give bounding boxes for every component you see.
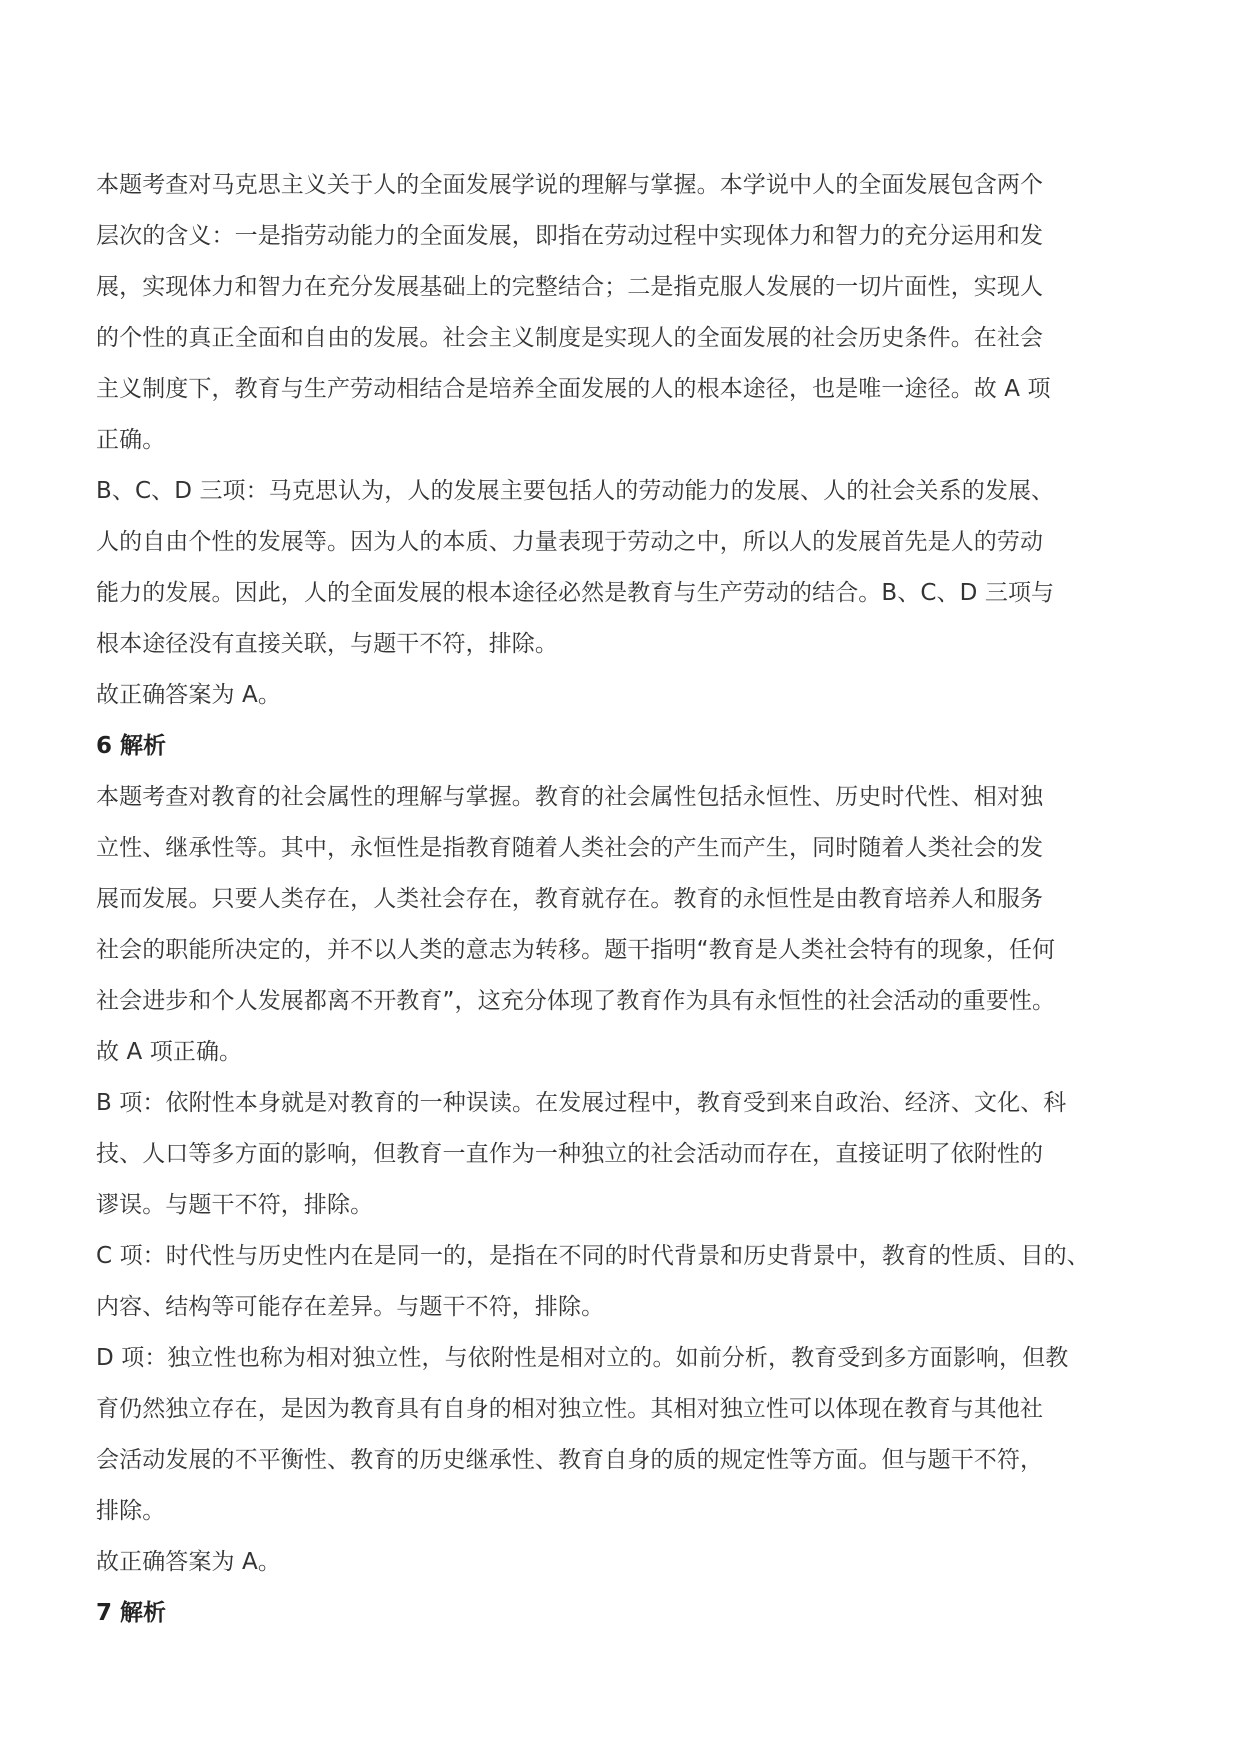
paragraph-line: B 项：依附性本身就是对教育的一种误读。在发展过程中，教育受到来自政治、经济、文化、科: [96, 1090, 1067, 1116]
paragraph-line: 排除。: [96, 1498, 166, 1524]
paragraph-line: 本题考查对马克思主义关于人的全面发展学说的理解与掌握。本学说中人的全面发展包含两个: [96, 172, 1044, 198]
paragraph-line: 人的自由个性的发展等。因为人的本质、力量表现于劳动之中，所以人的发展首先是人的劳动: [96, 529, 1044, 555]
paragraph-line: 展而发展。只要人类存在，人类社会存在，教育就存在。教育的永恒性是由教育培养人和服务: [96, 886, 1044, 912]
paragraph-line: 根本途径没有直接关联，与题干不符，排除。: [96, 631, 558, 657]
section-heading-7: 7 解析: [96, 1600, 167, 1626]
paragraph-line: 本题考查对教育的社会属性的理解与掌握。教育的社会属性包括永恒性、历史时代性、相对独: [96, 784, 1044, 810]
section-heading-6: 6 解析: [96, 733, 167, 759]
paragraph-line: 育仍然独立存在，是因为教育具有自身的相对独立性。其相对独立性可以体现在教育与其他社: [96, 1396, 1044, 1422]
paragraph-line: 社会的职能所决定的，并不以人类的意志为转移。题干指明“教育是人类社会特有的现象，任何: [96, 937, 1056, 963]
document-content: [96, 160, 1156, 1639]
paragraph-line: 立性、继承性等。其中，永恒性是指教育随着人类社会的产生而产生，同时随着人类社会的发: [96, 835, 1044, 861]
explanation-6-body: [96, 772, 1156, 1588]
paragraph-line: 技、人口等多方面的影响，但教育一直作为一种独立的社会活动而存在，直接证明了依附性的: [96, 1141, 1044, 1167]
paragraph-line: 内容、结构等可能存在差异。与题干不符，排除。: [96, 1294, 605, 1320]
paragraph-line: B、C、D 三项：马克思认为，人的发展主要包括人的劳动能力的发展、人的社会关系的发展、: [96, 478, 1055, 504]
paragraph-line: 能力的发展。因此，人的全面发展的根本途径必然是教育与生产劳动的结合。B、C、D 三项与: [96, 580, 1055, 606]
paragraph-line: C 项：时代性与历史性内在是同一的，是指在不同的时代背景和历史背景中，教育的性质、目的、: [96, 1243, 1090, 1269]
paragraph-line: 的个性的真正全面和自由的发展。社会主义制度是实现人的全面发展的社会历史条件。在社会: [96, 325, 1044, 351]
explanation-5-body: [96, 160, 1156, 721]
answer-line: 故正确答案为 A。: [96, 1549, 281, 1575]
paragraph-line: 社会进步和个人发展都离不开教育”，这充分体现了教育作为具有永恒性的社会活动的重要性。: [96, 988, 1056, 1014]
paragraph-line: 展，实现体力和智力在充分发展基础上的完整结合；二是指克服人发展的一切片面性，实现人: [96, 274, 1044, 300]
paragraph-line: 会活动发展的不平衡性、教育的历史继承性、教育自身的质的规定性等方面。但与题干不符，: [96, 1447, 1044, 1473]
answer-line: 故正确答案为 A。: [96, 682, 281, 708]
paragraph-line: 主义制度下，教育与生产劳动相结合是培养全面发展的人的根本途径，也是唯一途径。故 A 项: [96, 376, 1051, 402]
paragraph-line: D 项：独立性也称为相对独立性，与依附性是相对立的。如前分析，教育受到多方面影响，但教: [96, 1345, 1069, 1371]
paragraph-line: 层次的含义：一是指劳动能力的全面发展，即指在劳动过程中实现体力和智力的充分运用和发: [96, 223, 1044, 249]
paragraph-line: 谬误。与题干不符，排除。: [96, 1192, 374, 1218]
paragraph-line: 故 A 项正确。: [96, 1039, 243, 1065]
paragraph-line: 正确。: [96, 427, 166, 453]
